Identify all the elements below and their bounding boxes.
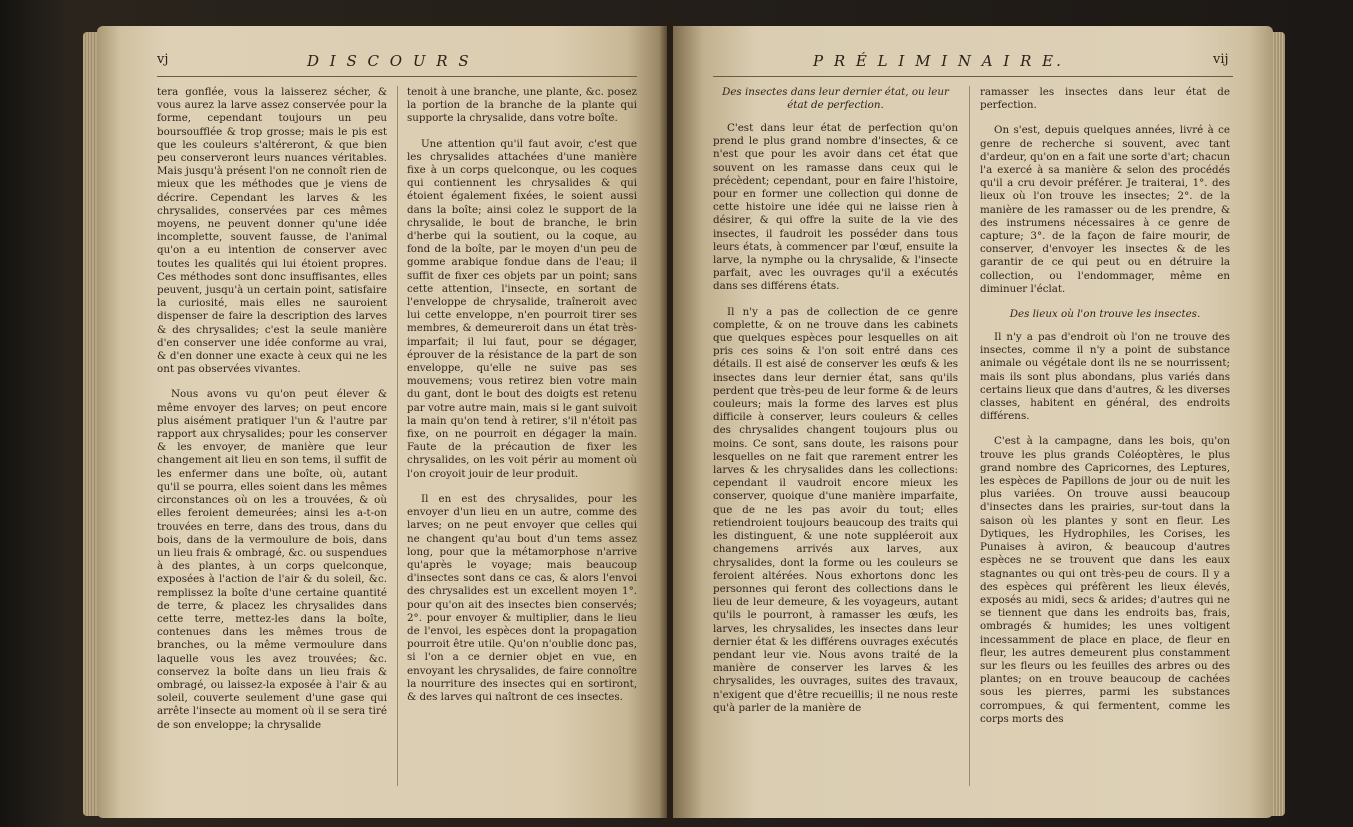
paragraph: Nous avons vu qu'on peut élever & même envoyer des larves; on peut encore plus aisément pratiquer l'un & l'autre par rapport aux chrysalides; pour les conserver & les envoyer, de manière que leur changement ait lieu en son tems, il suffit de les enfermer dans une boîte, où, autant qu'il se pourra, elles soient dans les mêmes circonstances où on les a trouvées, & où elles feroient demeurées; ainsi les a-t-on trouvées en terre, dans des trous, dans du bois, dans de la vermoulure de bois, dans un lieu frais & ombragé, &c. ou suspendues à des plantes, à un corps quelconque, exposées à l'action de l'air & du soleil, &c. remplissez la boîte d'une certaine quantité de terre, & placez les chrysalides dans cette terre, mettez-les dans la boîte, contenues dans les mêmes trous de branches, ou la même vermoulure dans laquelle vous les avez trouvées; &c. conservez la boîte dans un lieu frais & ombragé, ou laissez-la exposée à l'air & au soleil, couverte seulement d'une gase qui arrête l'insecte au moment où il se sera tiré de son enveloppe; la chrysalide — [157, 388, 387, 731]
right-column-separator — [969, 86, 970, 786]
left-head-rule — [157, 76, 637, 77]
section-subtitle: Des lieux où l'on trouve les insectes. — [1009, 308, 1201, 321]
paragraph: Il n'y a pas d'endroit où l'on ne trouve des insectes, comme il n'y a point de substance animale ou végétale dont ils ne se nourrissent; mais ils sont plus abondans, plus variés dans certains lieux que dans d'autres, & les diverses classes, habitent en général, des endroits différens. — [980, 331, 1230, 423]
right-head-rule — [713, 76, 1233, 77]
right-folio: vij — [1213, 52, 1229, 67]
right-column-1 — [713, 86, 958, 796]
section-subtitle: Des insectes dans leur dernier état, ou leur état de perfection. — [722, 86, 949, 111]
left-column-2 — [407, 86, 637, 796]
right-page — [673, 26, 1273, 818]
paragraph: Il n'y a pas de collection de ce genre complette, & on ne trouve dans les cabinets que quelques espèces pour lesquelles on ait pris ces soins & l'on soit entré dans ces détails. Il est aisé de conserver les œufs & les insectes dans leur dernier état, sans qu'ils perdent que très-peu de leur forme & de leurs couleurs; mais la forme des larves est plus difficile à conserver, leurs couleurs & celles des chrysalides changent toujours plus ou moins. Ce sont, sans doute, les raisons pour lesquelles on ne fait que rarement entrer les larves & les chrysalides dans les collections: cependant il vaudroit encore mieux les conserver, quoique d'une manière imparfaite, que de ne les pas avoir du tout; elles retiendroient toujours beaucoup des traits qui les distinguent, & une note suppléeroit aux changemens arrivés aux larves, aux chrysalides, dont la forme ou les couleurs se feroient altérées. Nous exhortons donc les personnes qui feront des collections dans le lieu de leur demeure, & les voyageurs, autant qu'ils le pourront, à ramasser les œufs, les larves, les chrysalides, les insectes dans leur dernier état & les différens ouvrages exécutés pendant leur vie. Nous avons traité de la manière de conserver les larves & les chrysalides, les ouvrages, suites des travaux, n'exigent que d'être recueillis; il ne nous reste qu'à parler de la manière de — [713, 305, 958, 714]
left-column-1 — [157, 86, 387, 796]
left-column-separator — [397, 86, 398, 786]
right-running-head: P R É L I M I N A I R E. — [813, 52, 1064, 70]
open-book — [83, 10, 1286, 822]
paragraph: Une attention qu'il faut avoir, c'est que les chrysalides attachées d'une manière fixe à un corps quelconque, ou les coques qui contiennent les chrysalides & qui étoient également fixées, le soient aussi dans la boîte; ainsi colez le support de la chrysalide, le bout de branche, le brin d'herbe qui la soutient, ou la coque, au fond de la boîte, par le moyen d'un peu de gomme arabique fondue dans de l'eau; il suffit de fixer ces objets par un point; sans cette attention, l'insecte, en sortant de l'enveloppe de chrysalide, traîneroit avec lui cette enveloppe, n'en pourroit tirer ses membres, & demeureroit dans un état très-imparfait; il lui faut, pour se dégager, éprouver de la résistance de la part de son enveloppe, qu'elle ne suive pas ses mouvemens; vous retirez bien votre main du gant, dont le bout des doigts est retenu par votre autre main, mais si le gant suivoit la main qu'on tend à retirer, s'il n'étoit pas fixe, on ne pourroit en dégager la main. Faute de la précaution de fixer les chrysalides, on les voit périr au moment où l'on croyoit jouir de leur produit. — [407, 137, 637, 480]
paragraph: tera gonflée, vous la laisserez sécher, & vous aurez la larve assez conservée pour la forme, cependant toujours un peu boursoufflée & trop grosse; mais le pis est que les couleurs s'altéreront, & que bien peu conserveront leurs nuances véritables. Mais jusqu'à présent l'on ne connoît rien de mieux que les méthodes que je viens de décrire. Cependant les larves & les chrysalides, conservées par ces mêmes moyens, ne peuvent donner qu'une idée incomplette, souvent fausse, de l'animal qu'on a eu intention de conserver avec toutes les qualités qui lui étoient propres. Ces méthodes sont donc insuffisantes, elles peuvent, jusqu'à un certain point, satisfaire la curiosité, mais elles ne sauroient dispenser de faire la description des larves & des chrysalides; c'est la seule manière d'en conserver une idée conforme au vrai, & d'en donner une exacte à ceux qui ne les ont pas observées vivantes. — [157, 86, 387, 376]
left-page — [97, 26, 667, 818]
left-running-head: D I S C O U R S — [307, 52, 472, 70]
paragraph: tenoit à une branche, une plante, &c. posez la portion de la branche de la plante qui supporte la chrysalide, dans votre boîte. — [407, 86, 637, 125]
paragraph: C'est à la campagne, dans les bois, qu'on trouve les plus grands Coléoptères, le plus grand nombre des Capricornes, des Leptures, les espèces de Papillons de jour ou de nuit les plus variées. On trouve aussi beaucoup d'insectes dans les prairies, sur-tout dans la saison où les plantes y sont en fleur. Les Dytiques, les Hydrophiles, les Corises, les Punaises à aviron, & beaucoup d'autres espèces ne se trouvent que dans les eaux stagnantes ou qui ont très-peu de cours. Il y a des espèces qui préfèrent les lieux élevés, exposés au midi, secs & arides; d'autres qui ne se tiennent que dans les endroits bas, frais, ombragés & humides; les unes voltigent incessamment de place en place, de fleur en fleur, les autres demeurent plus constamment sur les fleurs ou les feuilles des arbres ou des plantes; on en trouve beaucoup de cachées sous les pierres, parmi les substances corrompues, & qui fermentent, comme les corps morts des — [980, 435, 1230, 725]
paragraph: ramasser les insectes dans leur état de perfection. — [980, 86, 1230, 112]
right-page-edges — [1271, 32, 1285, 816]
paragraph: C'est dans leur état de perfection qu'on prend le plus grand nombre d'insectes, & ce n'est que pour les avoir dans cet état que souvent on les ramasse dans ceux qui le précèdent; cependant, pour en faire l'histoire, pour en former une collection qui donne de cette histoire une idée qui ne laisse rien à désirer, & qui offre la suite de la vie des insectes, il faudroit les posséder dans tous leurs états, à commencer par l'œuf, ensuite la larve, la nymphe ou la chrysalide, & l'insecte parfait, avec les ouvrages qu'il a exécutés dans ses différens états. — [713, 122, 958, 293]
paragraph: Il en est des chrysalides, pour les envoyer d'un lieu en un autre, comme des larves; on ne peut envoyer que celles qui ne changent qu'au bout d'un tems assez long, pour que la métamorphose n'arrive qu'après le voyage; mais beaucoup d'insectes sont dans ce cas, & alors l'envoi des chrysalides est un excellent moyen 1°. pour qu'on ait des insectes bien conservés; 2°. pour envoyer & multiplier, dans le lieu de l'envoi, les espèces dont la propagation pourroit être utile. Qu'on n'oublie donc pas, si l'on a ce dernier objet en vue, en envoyant les chrysalides, de faire connoître la nourriture des insectes qui en sortiront, & des larves qui naîtront de ces insectes. — [407, 492, 637, 703]
paragraph: On s'est, depuis quelques années, livré à ce genre de recherche si souvent, avec tant d'ardeur, qu'on en a fait une sorte d'art; chacun l'a exercé à sa manière & selon des procédés qu'il a cru devoir préférer. Je traiterai, 1°. des lieux où l'on trouve les insectes; 2°. de la manière de les ramasser ou de les prendre, & des instrumens nécessaires à ce genre de capture; 3°. de la façon de faire mourir, de conserver, d'envoyer les insectes & de les garantir de ce qui peut ou en détruire la collection, ou l'endommager, même en diminuer l'éclat. — [980, 124, 1230, 295]
right-column-2 — [980, 86, 1230, 796]
left-folio: vj — [157, 52, 169, 67]
